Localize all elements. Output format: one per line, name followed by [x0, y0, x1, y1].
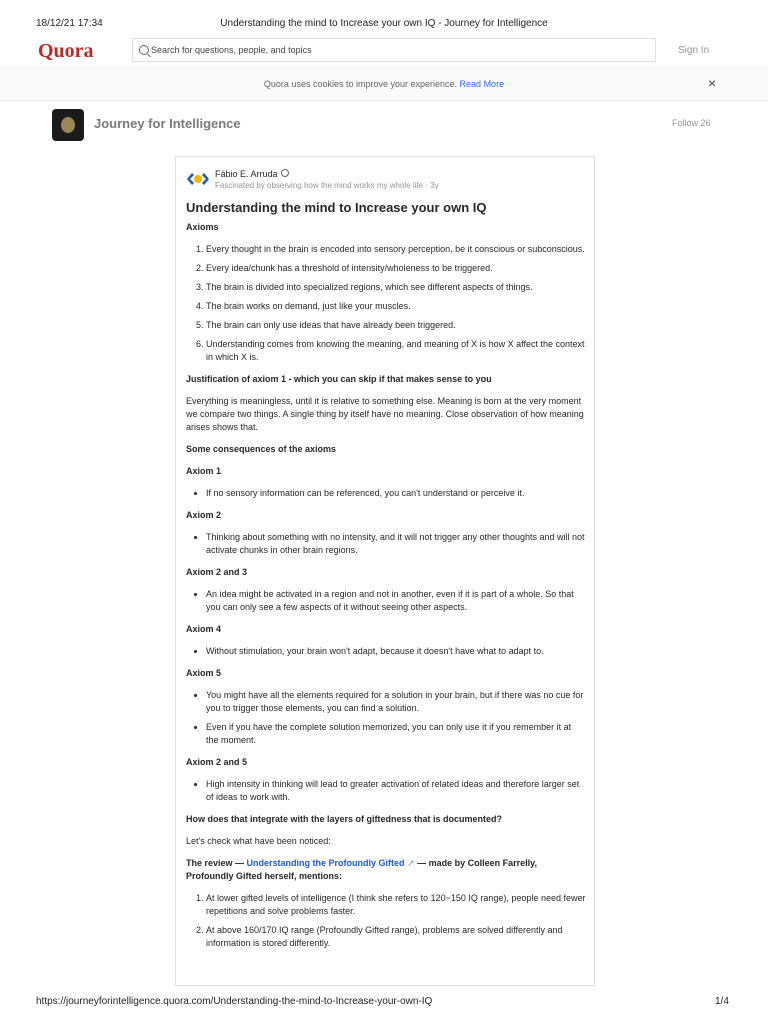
list-item: • You might have all the elements required for a solution in your brain, but if there was no cue for you to trigger those elements, you can find a solution. — [206, 689, 586, 715]
review-link[interactable]: Understanding the Profoundly Gifted — [246, 858, 405, 868]
bullet-list — [186, 645, 586, 658]
print-footer — [0, 996, 768, 1010]
external-link-icon: ↗ — [404, 858, 415, 868]
read-more-link[interactable]: Read More — [459, 79, 505, 89]
justification-text: Everything is meaningless, until it is relative to something else. Meaning is born at the very moment we compare two things. A single thing by itself have no meaning. Close observation of how meaning arises shows that. — [186, 396, 584, 432]
post-card — [175, 156, 595, 986]
list-item: 1. At lower gifted levels of intelligence (I think she refers to 120~150 IQ range), people need fewer repetitions and solve problems faster. — [206, 892, 586, 918]
list-item: • High intensity in thinking will lead to greater activation of related ideas and therefore larger set of ideas to work with. — [206, 778, 586, 804]
space-name[interactable]: Journey for Intelligence — [94, 116, 241, 131]
bullet-list — [186, 531, 586, 557]
justification-heading: Justification of axiom 1 - which you can skip if that makes sense to you — [186, 374, 492, 384]
cookie-message: Quora uses cookies to improve your experience. — [263, 79, 458, 89]
check-text: Let's check what have been noticed: — [186, 836, 331, 846]
list-item: • An idea might be activated in a region and not in another, even if it is part of a whole. So that you can only see a few aspects of it without seeing other aspects. — [206, 588, 586, 614]
search-icon — [139, 45, 149, 55]
search-input[interactable] — [151, 42, 631, 58]
list-item: 1. Every thought in the brain is encoded into sensory perception, be it conscious or subconscious. — [206, 243, 586, 256]
quora-logo[interactable]: Quora — [38, 40, 94, 62]
consequences-heading: Some consequences of the axioms — [186, 444, 337, 454]
list-item: • If no sensory information can be referenced, you can't understand or perceive it. — [206, 487, 586, 500]
space-header — [0, 101, 768, 153]
close-icon[interactable]: × — [708, 75, 717, 91]
review-prefix: The review — — [186, 858, 245, 868]
section-heading: Axiom 2 and 5 — [186, 757, 248, 767]
list-item: 6. Understanding comes from knowing the meaning, and meaning of X is how X affect the context in which X is. — [206, 338, 586, 364]
post-title[interactable]: Understanding the mind to Increase your own IQ — [186, 200, 487, 215]
list-item: • Thinking about something with no intensity, and it will not trigger any other thoughts and will not activate chunks in other brain regions. — [206, 531, 586, 557]
top-navigation-bar — [0, 38, 768, 66]
section-heading: Axiom 1 — [186, 466, 222, 476]
author-avatar[interactable] — [186, 171, 210, 187]
sign-in-link[interactable]: Sign In — [678, 45, 710, 56]
axioms-list — [186, 243, 586, 364]
cookie-message-line — [0, 79, 768, 89]
list-item: • Without stimulation, your brain won't adapt, because it doesn't have what to adapt to. — [206, 645, 586, 658]
list-item: 3. The brain is divided into specialized regions, which see different aspects of things. — [206, 281, 586, 294]
verified-badge-icon — [281, 169, 289, 177]
section-heading: Axiom 5 — [186, 668, 222, 678]
review-intro — [186, 857, 586, 883]
giftedness-heading: How does that integrate with the layers of giftedness that is documented? — [186, 814, 503, 824]
bullet-list — [186, 778, 586, 804]
section-heading: Axiom 4 — [186, 624, 222, 634]
author-name-line — [215, 169, 289, 179]
space-logo-icon[interactable] — [52, 109, 84, 141]
list-item: 2. Every idea/chunk has a threshold of intensity/wholeness to be triggered. — [206, 262, 586, 275]
page-url: https://journeyforintelligence.quora.com/Understanding-the-mind-to-Increase-your-own-IQ — [36, 996, 433, 1007]
axioms-heading: Axioms — [186, 222, 219, 232]
search-box[interactable] — [132, 38, 656, 62]
print-title: Understanding the mind to Increase your own IQ - Journey for Intelligence — [220, 18, 548, 29]
review-points-list — [186, 892, 586, 950]
follow-button[interactable]: Follow 26 — [672, 118, 711, 128]
list-item: 4. The brain works on demand, just like your muscles. — [206, 300, 586, 313]
post-body — [186, 221, 586, 959]
review-suffix: — made by Colleen Farrelly, Profoundly Gifted herself, mentions: — [186, 858, 537, 881]
section-heading: Axiom 2 and 3 — [186, 567, 248, 577]
list-item: • Even if you have the complete solution memorized, you can only use it if you remember it at the moment. — [206, 721, 586, 747]
print-header — [0, 18, 768, 32]
cookie-banner — [0, 66, 768, 101]
print-timestamp: 18/12/21 17:34 — [36, 18, 103, 29]
section-heading: Axiom 2 — [186, 510, 222, 520]
list-item: 5. The brain can only use ideas that have already been triggered. — [206, 319, 586, 332]
list-item: 2. At above 160/170 IQ range (Profoundly Gifted range), problems are solved differently and information is stored differently. — [206, 924, 586, 950]
author-name[interactable]: Fábio E. Arruda — [215, 169, 278, 179]
bullet-list — [186, 588, 586, 614]
bullet-list — [186, 689, 586, 747]
page-number: 1/4 — [715, 996, 729, 1007]
bullet-list — [186, 487, 586, 500]
author-credential: Fascinated by observing how the mind works my whole life · 3y — [215, 181, 439, 190]
